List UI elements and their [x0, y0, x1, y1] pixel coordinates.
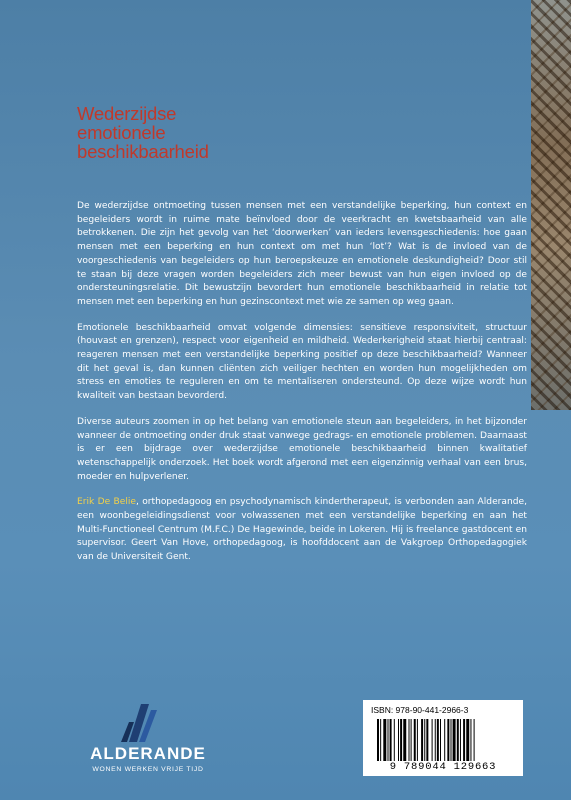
author-name: Erik De Belie — [77, 497, 136, 508]
barcode-bars — [377, 719, 509, 761]
title-line-3: beschikbaarheid — [77, 141, 209, 162]
blurb-paragraph-3: Diverse auteurs zoomen in op het belang van emotionele steun aan begeleiders, in het bijzonder wanneer de ontmoeting onder druk staat vanwege gedrags- en emotionele problemen. Daarnaast is er een bijdrage over wederzijdse emotionele beschikbaarheid binnen kwalitatief wetenschappelijk onderzoek. Het boek wordt afgerond met een eigenzinnig verhaal van een brus, moeder en hulpverlener. — [77, 416, 527, 482]
barcode-digits: 9 789044 129663 — [389, 761, 497, 773]
publisher-tagline: WONEN WERKEN VRIJE TIJD — [92, 766, 204, 773]
book-title — [77, 104, 397, 161]
publisher-logo — [83, 700, 213, 780]
blurb-paragraph-2: Emotionele beschikbaarheid omvat volgende dimensies: sensitieve responsiviteit, structuur (houvast en grenzen), respect voor eigenheid en mildheid. Wederkerigheid staat hierbij centraal: reageren mensen met een verstandelijke beperking positief op deze beschikbaarheid? Wanneer dit het geval is, dan kunnen cliënten zich veiliger hechten en worden hun mogelijkheden om stress en emoties te reguleren en om te mentaliseren ondersteund. Op deze wijze wordt hun kwaliteit van bestaan bevorderd. — [77, 322, 527, 402]
blurb-paragraph-1: De wederzijdse ontmoeting tussen mensen met een verstandelijke beperking, hun context en begeleiders wordt in ruime mate beïnvloed door de veerkracht en kwetsbaarheid van alle betrokkenen. Die zijn het gevolg van het ‘doorwerken’ van ieders levensgeschiedenis: hoe gaan mensen met een beperking en hun context om met hun ‘lot’? Wat is de invloed van de voorgeschiedenis van begeleiders op hun beroepskeuze en emotionele deskundigheid? Door stil te staan bij deze vragen worden begeleiders zich meer bewust van hun eigen invloed op de ondersteuningsrelatie. Dit bewustzijn bevordert hun emotionele beschikbaarheid in relatie tot mensen met een beperking en hun gezinscontext met wie ze samen op weg gaan. — [77, 201, 527, 307]
isbn-label: ISBN: 978-90-441-2966-3 — [371, 705, 469, 715]
title-line-2: emotionele — [77, 122, 166, 143]
author-bio-text: , orthopedagoog en psychodynamisch kindertherapeut, is verbonden aan Alderande, een woonbegeleidingsdienst voor volwassenen met een verstandelijke beperking en aan het Multi-Functioneel Centrum (M.F.C.) De Hagewinde, beide in Lokeren. Hij is freelance gastdocent en supervisor. Geert Van Hove, orthopedagoog, is hoofddocent aan de Vakgroep Orthopedagogiek van de Universiteit Gent. — [77, 497, 527, 563]
blurb — [77, 200, 527, 577]
barcode-panel — [363, 700, 523, 776]
publisher-name: ALDERANDE — [90, 744, 206, 763]
author-bio — [77, 496, 527, 565]
title-line-1: Wederzijdse — [77, 103, 177, 124]
publisher-logo-mark-icon — [115, 700, 165, 744]
cover-photo-strip — [531, 0, 571, 410]
